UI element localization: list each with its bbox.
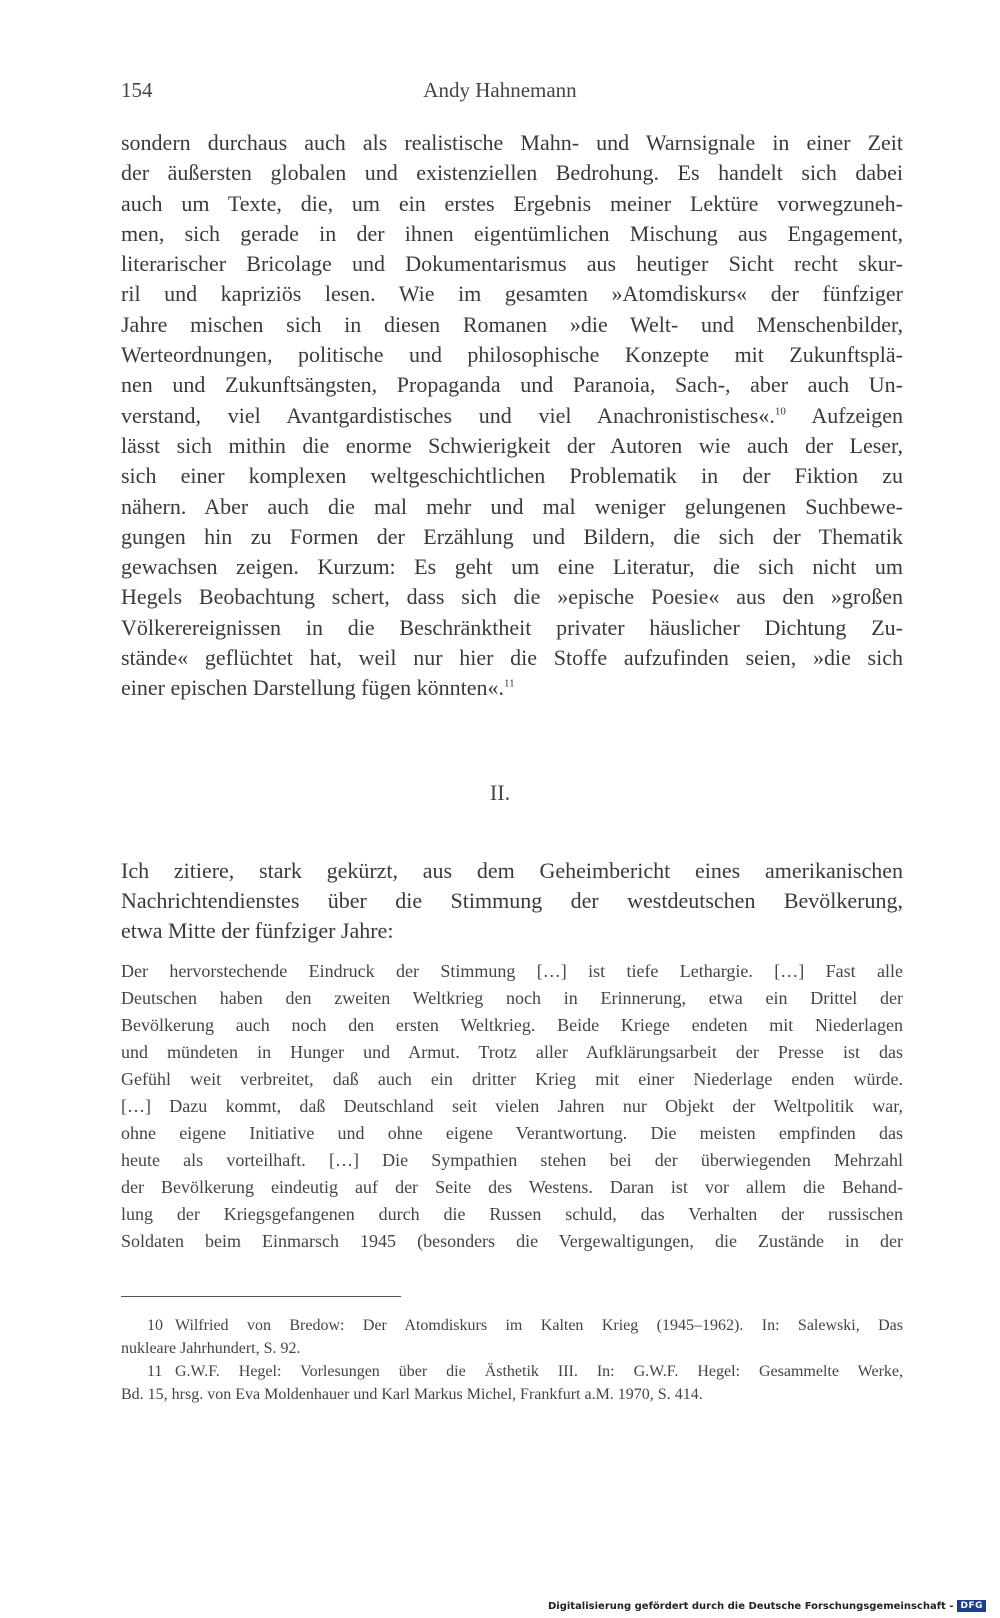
body-line: ril und kapriziös lesen. Wie im gesamten »Atomdiskurs« der fünfziger	[121, 281, 903, 307]
digitization-text: Digitalisierung gefördert durch die Deutsche Forschungsgemeinschaft -	[547, 1600, 954, 1612]
footnote-number: 11	[147, 1363, 163, 1380]
body-line: Hegels Beobachtung schert, dass sich die »epische Poesie« aus den »großen	[121, 584, 903, 610]
body-line-text: einer epischen Darstellung fügen könnten«.	[121, 675, 505, 701]
footnote-divider	[121, 1296, 401, 1297]
page-number: 154	[121, 78, 153, 102]
body-line-last	[121, 673, 903, 703]
footnote-11-line1	[121, 1360, 903, 1383]
body-line: gungen hin zu Formen der Erzählung und Bildern, die sich der Thematik	[121, 523, 903, 549]
intro-line: etwa Mitte der fünfziger Jahre:	[121, 918, 394, 943]
quote-line: […] Dazu kommt, daß Deutschland seit vielen Jahren nur Objekt der Weltpolitik war,	[121, 1096, 903, 1116]
body-line: nen und Zukunftsängsten, Propaganda und Paranoia, Sach-, aber auch Un-	[121, 372, 903, 398]
intro-line: Nachrichtendienstes über die Stimmung der westdeutschen Bevölkerung,	[121, 888, 903, 913]
body-line: Jahre mischen sich in diesen Romanen »die Welt- und Menschenbilder,	[121, 311, 903, 337]
footnotes	[121, 1314, 903, 1406]
body-line: sich einer komplexen weltgeschichtlichen Problematik in der Fiktion zu	[121, 463, 903, 489]
body-line: stände« geflüchtet hat, weil nur hier die Stoffe aufzufinden seien, »die sich	[121, 645, 903, 671]
footnote-10-line2: nukleare Jahrhundert, S. 92.	[121, 1340, 301, 1357]
section-intro-paragraph	[121, 856, 903, 946]
footnote-11-line2: Bd. 15, hrsg. von Eva Moldenhauer und Karl Markus Michel, Frankfurt a.M. 1970, S. 414.	[121, 1386, 703, 1403]
body-line-with-footnote	[121, 401, 903, 431]
body-line-text: verstand, viel Avantgardistisches und viel Anachronistisches«.	[121, 402, 775, 428]
footnote-text: G.W.F. Hegel: Vorlesungen über die Ästhetik III. In: G.W.F. Hegel: Gesammelte Werke,	[175, 1363, 903, 1380]
quote-line: Bevölkerung auch noch den ersten Weltkrieg. Beide Kriege endeten mit Niederlagen	[121, 1015, 903, 1035]
body-line: Werteordnungen, politische und philosophische Konzepte mit Zukunftsplä-	[121, 342, 903, 368]
quote-line: der Bevölkerung eindeutig auf der Seite des Westens. Daran ist vor allem die Behand-	[121, 1177, 903, 1197]
footnote-text: Wilfried von Bredow: Der Atomdiskurs im Kalten Krieg (1945–1962). In: Salewski, Das	[175, 1317, 903, 1334]
quote-line: heute als vorteilhaft. […] Die Sympathien stehen bei der überwiegenden Mehrzahl	[121, 1150, 903, 1170]
digitization-note	[548, 1600, 986, 1612]
body-line: Völkerereignissen in die Beschränktheit privater häuslicher Dichtung Zu-	[121, 614, 903, 640]
quote-line: lung der Kriegsgefangenen durch die Russen schuld, das Verhalten der russischen	[121, 1204, 903, 1224]
body-line: sondern durchaus auch als realistische Mahn- und Warnsignale in einer Zeit	[121, 130, 903, 155]
footnote-ref-10[interactable]: 10	[774, 405, 786, 418]
quote-line: Soldaten beim Einmarsch 1945 (besonders die Vergewaltigungen, die Zustände in der	[121, 1231, 903, 1251]
footnote-10-line1	[121, 1314, 903, 1337]
body-line-tail: Aufzeigen	[785, 402, 904, 428]
quote-line: ohne eigene Initiative und ohne eigene Verantwortung. Die meisten empfinden das	[121, 1123, 903, 1143]
intro-line: Ich zitiere, stark gekürzt, aus dem Geheimbericht eines amerikanischen	[121, 858, 903, 883]
quote-line: Deutschen haben den zweiten Weltkrieg noch in Erinnerung, etwa ein Drittel der	[121, 988, 903, 1008]
footnote-number: 10	[147, 1317, 163, 1334]
dfg-logo: DFG	[957, 1600, 986, 1612]
running-head-author: Andy Hahnemann	[423, 78, 577, 102]
body-line: men, sich gerade in der ihnen eigentümlichen Mischung aus Engagement,	[121, 220, 903, 246]
quote-line: Gefühl weit verbreitet, daß auch ein dritter Krieg mit einer Niederlage enden würde.	[121, 1069, 903, 1089]
body-line: literarischer Bricolage und Dokumentarismus aus heutiger Sicht recht skur-	[121, 251, 903, 277]
block-quote	[121, 958, 903, 1255]
body-paragraph	[121, 128, 903, 704]
section-heading: II.	[489, 780, 511, 805]
body-line: lässt sich mithin die enorme Schwierigkeit der Autoren wie auch der Leser,	[121, 432, 903, 458]
body-line: der äußersten globalen und existenziellen Bedrohung. Es handelt sich dabei	[121, 160, 903, 186]
body-line: gewachsen zeigen. Kurzum: Es geht um eine Literatur, die sich nicht um	[121, 554, 903, 580]
footnote-ref-11[interactable]: 11	[504, 678, 515, 691]
quote-line: Der hervorstechende Eindruck der Stimmung […] ist tiefe Lethargie. […] Fast alle	[121, 961, 903, 981]
body-line: nähern. Aber auch die mal mehr und mal weniger gelungenen Suchbewe-	[121, 493, 903, 519]
body-line: auch um Texte, die, um ein erstes Ergebnis meiner Lektüre vorwegzuneh-	[121, 190, 903, 216]
quote-line: und mündeten in Hunger und Armut. Trotz aller Aufklärungsarbeit der Presse ist das	[121, 1042, 903, 1062]
